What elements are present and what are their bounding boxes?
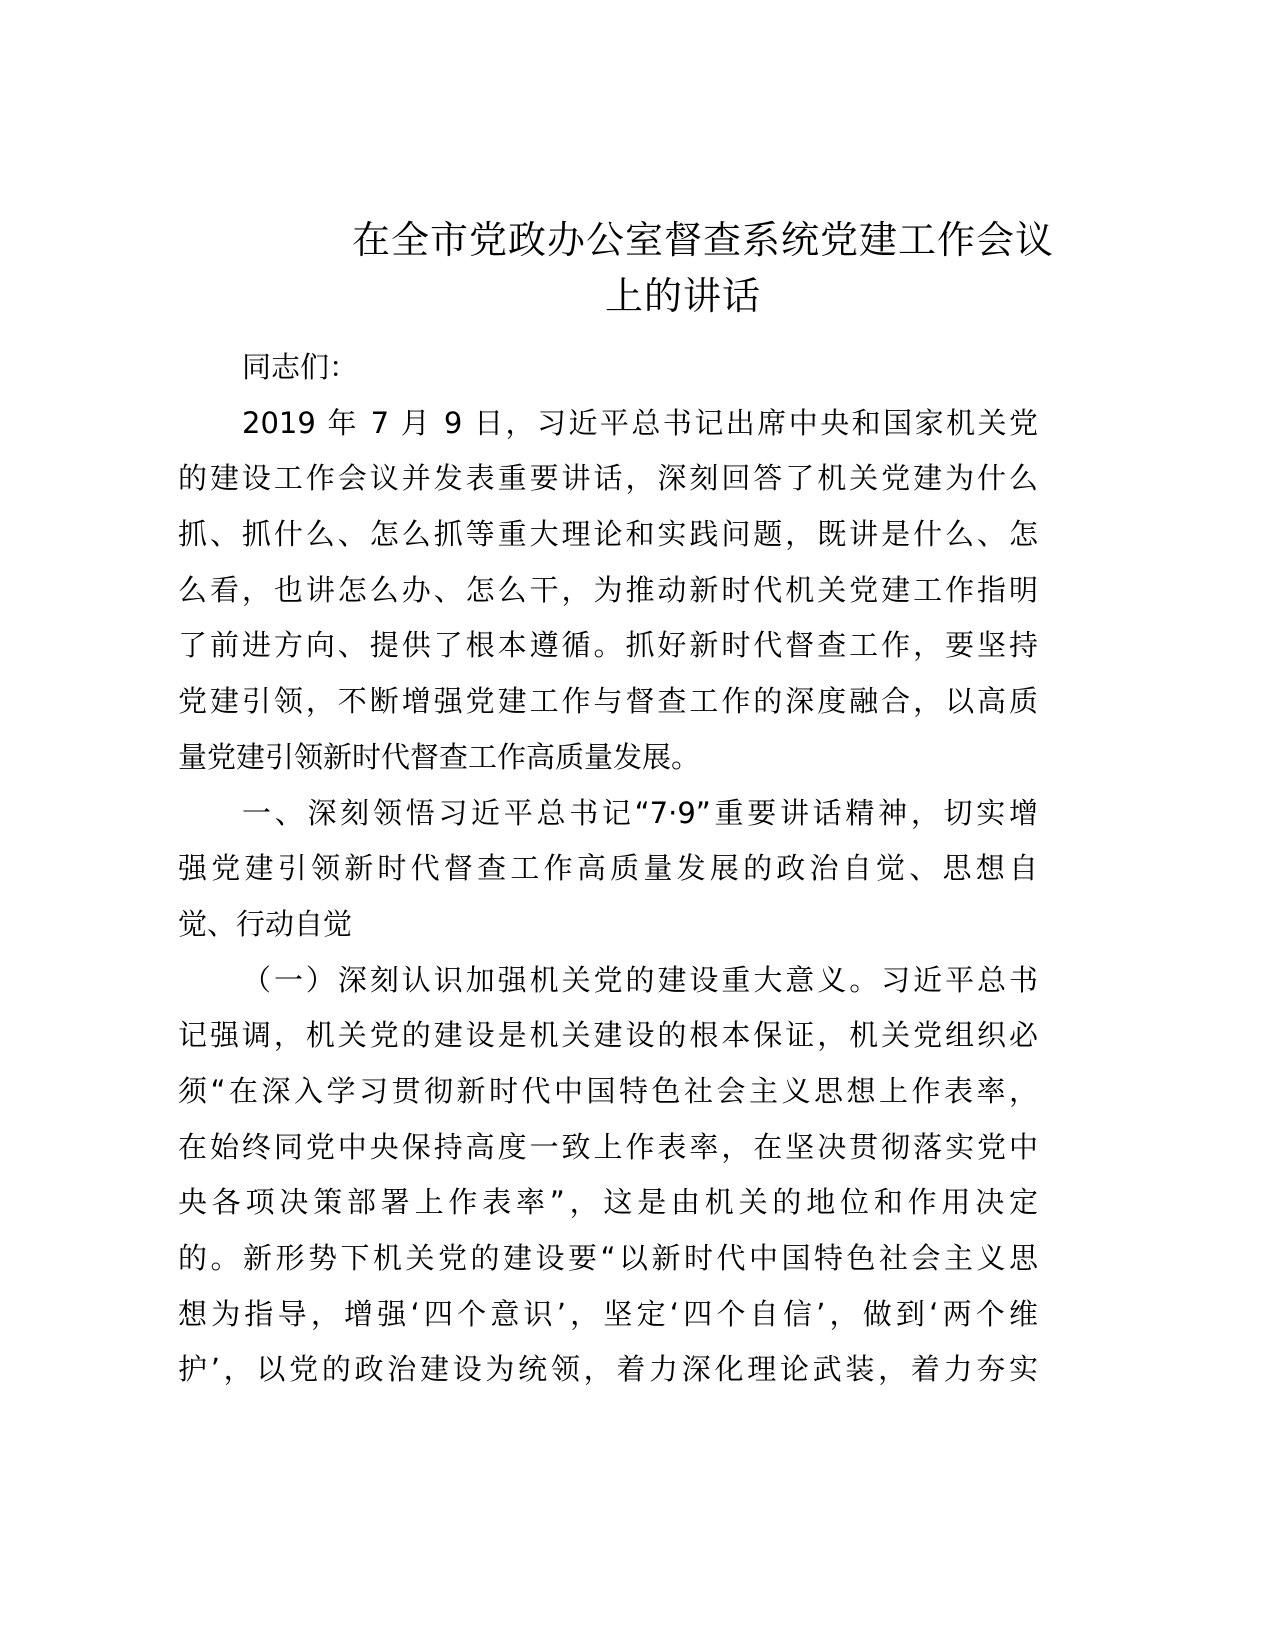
text-line: 须“在深入学习贯彻新时代中国特色社会主义思想上作表率， xyxy=(178,1073,1038,1108)
title-line: 在全市党政办公室督查系统党建工作会议 xyxy=(351,218,1054,262)
text-line: 强党建引领新时代督查工作高质量发展的政治自觉、思想自 xyxy=(178,851,1038,886)
text-line: 记强调，机关党的建设是机关建设的根本保证，机关党组织必 xyxy=(178,1018,1038,1053)
text-line: 想为指导，增强‘四个意识’，坚定‘四个自信’，做到‘两个维 xyxy=(178,1296,1038,1331)
text-line: 在始终同党中央保持高度一致上作表率，在坚决贯彻落实党中 xyxy=(178,1129,1038,1164)
title-line: 上的讲话 xyxy=(604,274,761,318)
text-line: （一）深刻认识加强机关党的建设重大意义。习近平总书 xyxy=(242,962,1038,997)
text-line: 的建设工作会议并发表重要讲话，深刻回答了机关党建为什么 xyxy=(178,461,1038,496)
text-line: 了前进方向、提供了根本遵循。抓好新时代督查工作，要坚持 xyxy=(178,628,1038,663)
salutation: 同志们： xyxy=(242,350,359,384)
text-line: 党建引领，不断增强党建工作与督查工作的深度融合，以高质 xyxy=(178,684,1038,719)
document-title xyxy=(178,212,1188,324)
text-line: 量党建引领新时代督查工作高质量发展。 xyxy=(178,739,701,774)
text-line: 么看，也讲怎么办、怎么干，为推动新时代机关党建工作指明 xyxy=(178,572,1038,607)
text-line: 央各项决策部署上作表率”，这是由机关的地位和作用决定 xyxy=(178,1185,1038,1220)
salutation-paragraph xyxy=(178,340,1038,396)
text-line: 抓、抓什么、怎么抓等重大理论和实践问题，既讲是什么、怎 xyxy=(178,517,1038,552)
paragraph-intro xyxy=(178,396,1038,786)
text-line: 一、深刻领悟习近平总书记“7·9”重要讲话精神，切实增 xyxy=(242,795,1038,830)
subsection-paragraph-1 xyxy=(178,953,1038,1399)
section-heading-1 xyxy=(178,786,1038,953)
text-line: 护’，以党的政治建设为统领，着力深化理论武装，着力夯实 xyxy=(178,1352,1038,1387)
text-line: 的。新形势下机关党的建设要“以新时代中国特色社会主义思 xyxy=(178,1241,1038,1275)
document-body xyxy=(178,340,1038,1398)
text-line: 觉、行动自觉 xyxy=(178,906,353,941)
text-line: 2019 年 7 月 9 日，习近平总书记出席中央和国家机关党 xyxy=(242,405,1038,440)
